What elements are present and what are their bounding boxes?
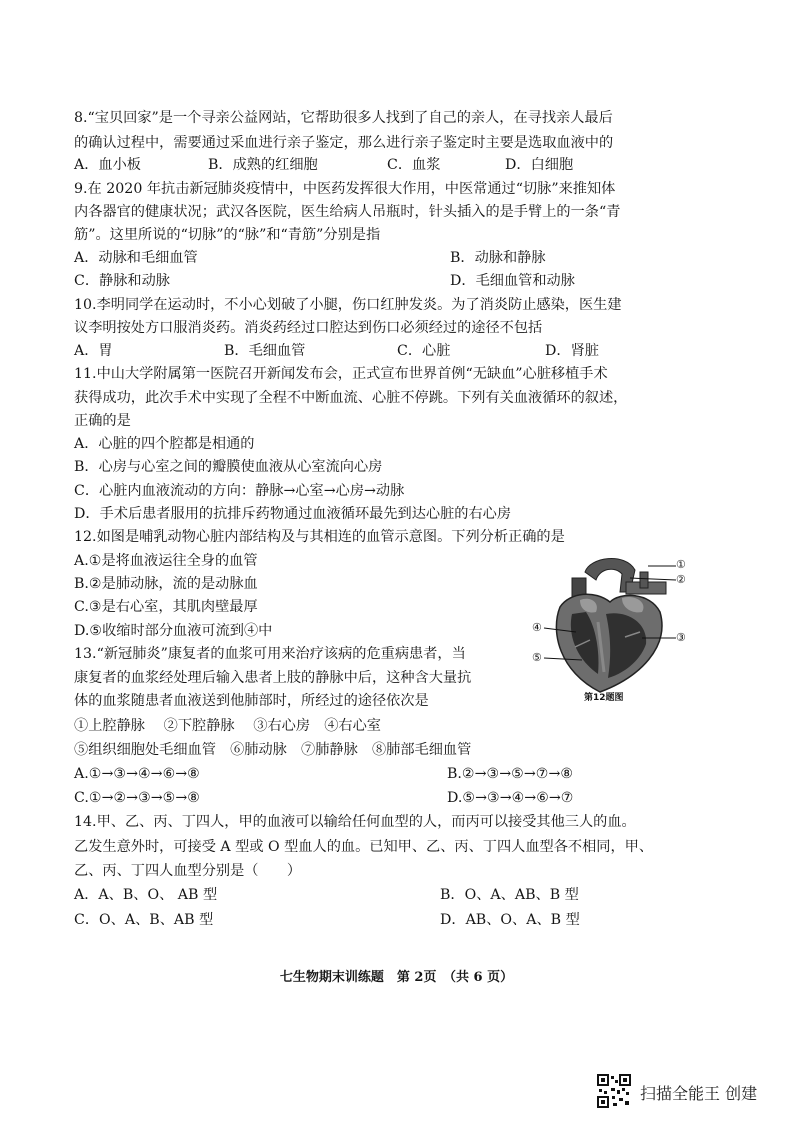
- q13-stem-line3: 体的血浆随患者血液送到他肺部时，所经过的途径依次是: [74, 693, 429, 709]
- q9-stem-line2: 内各器官的健康状况；武汉各医院，医生给病人吊瓶时，针头插入的是手臂上的一条“青: [74, 204, 621, 220]
- heart-diagram: [530, 552, 700, 702]
- q8-option-d: D．白细胞: [505, 157, 574, 173]
- q13-option-b: B.②→③→⑤→⑦→⑧: [447, 766, 574, 782]
- fig-label-1: ①: [676, 558, 686, 571]
- q13-option-a: A.①→③→④→⑥→⑧: [74, 766, 200, 782]
- scanner-watermark-text: 扫描全能王 创建: [640, 1084, 758, 1103]
- q11-option-b: B．心房与心室之间的瓣膜使血液从心室流向心房: [74, 459, 383, 475]
- q10-stem-line2: 议李明按处方口服消炎药。消炎药经过口腔达到伤口必须经过的途径不包括: [74, 320, 543, 336]
- q9-stem-line3: 筋”。这里所说的“切脉”的“脉”和“青筋”分别是指: [74, 227, 381, 243]
- fig-label-3: ③: [676, 631, 686, 644]
- q11-stem-line3: 正确的是: [74, 413, 131, 429]
- q10-option-b: B．毛细血管: [224, 343, 306, 359]
- page-footer: 七生物期末训练题 第 2页 （共 6 页）: [279, 970, 514, 985]
- q12-stem-line1: 12.如图是哺乳动物心脏内部结构及与其相连的血管示意图。下列分析正确的是: [74, 529, 565, 545]
- heart-illustration: [530, 552, 700, 702]
- q9-option-b: B．动脉和静脉: [450, 250, 546, 266]
- q11-option-a: A．心脏的四个腔都是相通的: [74, 436, 255, 452]
- q11-option-d: D．手术后患者服用的抗排斥药物通过血液循环最先到达心脏的右心房: [74, 506, 512, 522]
- q14-stem-line2: 乙发生意外时，可接受 A 型或 O 型血人的血。已知甲、乙、丙、丁四人血型各不相同，甲、: [74, 839, 654, 855]
- q11-stem-line2: 获得成功，此次手术中实现了全程不中断血流、心脏不停跳。下列有关血液循环的叙述，: [74, 390, 628, 406]
- q10-option-a: A．胃: [74, 343, 113, 359]
- q14-option-b: B．O、A、AB、B 型: [440, 887, 579, 903]
- q13-items-line1: ①上腔静脉 ②下腔静脉 ③右心房 ④右心室: [74, 718, 381, 734]
- q11-stem-line1: 11.中山大学附属第一医院召开新闻发布会，正式宣布世界首例“无缺血”心脏移植手术: [74, 366, 608, 382]
- q13-option-d: D.⑤→③→④→⑥→⑦: [447, 790, 574, 806]
- fig-label-2: ②: [676, 573, 686, 586]
- q13-option-c: C.①→②→③→⑤→⑧: [74, 790, 201, 806]
- q10-option-d: D．肾脏: [545, 343, 599, 359]
- q8-option-c: C．血浆: [387, 157, 441, 173]
- q9-option-c: C．静脉和动脉: [74, 273, 170, 289]
- q8-stem-line2: 的确认过程中，需要通过采血进行亲子鉴定，那么进行亲子鉴定时主要是选取血液中的: [74, 135, 614, 151]
- q12-option-d: D.⑤收缩时部分血液可流到④中: [74, 623, 273, 639]
- qr-code-icon: [597, 1074, 631, 1108]
- q12-option-a: A.①是将血液运往全身的血管: [74, 553, 258, 569]
- q8-option-b: B．成熟的红细胞: [208, 157, 318, 173]
- q13-stem-line2: 康复者的血浆经处理后输入患者上肢的静脉中后，这种含大量抗: [74, 670, 472, 686]
- q11-option-c: C．心脏内血液流动的方向：静脉→心室→心房→动脉: [74, 483, 405, 499]
- fig-label-5: ⑤: [532, 651, 542, 664]
- q13-items-line2: ⑤组织细胞处毛细血管 ⑥肺动脉 ⑦肺静脉 ⑧肺部毛细血管: [74, 742, 472, 758]
- q14-stem-line3: 乙、丙、丁四人血型分别是（ ）: [74, 863, 302, 879]
- q8-option-a: A．血小板: [74, 157, 141, 173]
- q12-option-c: C.③是右心室，其肌肉壁最厚: [74, 599, 258, 615]
- q9-option-d: D．毛细血管和动脉: [450, 273, 575, 289]
- q14-stem-line1: 14.甲、乙、丙、丁四人，甲的血液可以输给任何血型的人，而丙可以接受其他三人的血。: [74, 814, 636, 830]
- q14-option-a: A．A、B、O、 AB 型: [74, 887, 218, 903]
- q10-option-c: C．心脏: [397, 343, 451, 359]
- figure-caption: 第12题图: [584, 693, 624, 703]
- q10-stem-line1: 10.李明同学在运动时，不小心划破了小腿，伤口红肿发炎。为了消炎防止感染，医生建: [74, 297, 622, 313]
- q9-option-a: A．动脉和毛细血管: [74, 250, 198, 266]
- q14-option-c: C．O、A、B、AB 型: [74, 912, 214, 928]
- q13-stem-line1: 13.“新冠肺炎”康复者的血浆可用来治疗该病的危重病患者，当: [74, 646, 466, 662]
- q9-stem-line1: 9.在 2020 年抗击新冠肺炎疫情中，中医药发挥很大作用，中医常通过“切脉”来推知体: [74, 181, 616, 197]
- q12-option-b: B.②是肺动脉，流的是动脉血: [74, 576, 258, 592]
- q8-stem-line1: 8.“宝贝回家”是一个寻亲公益网站，它帮助很多人找到了自己的亲人，在寻找亲人最后: [74, 110, 613, 126]
- fig-label-4: ④: [532, 621, 542, 634]
- q14-option-d: D．AB、O、A、B 型: [440, 912, 580, 928]
